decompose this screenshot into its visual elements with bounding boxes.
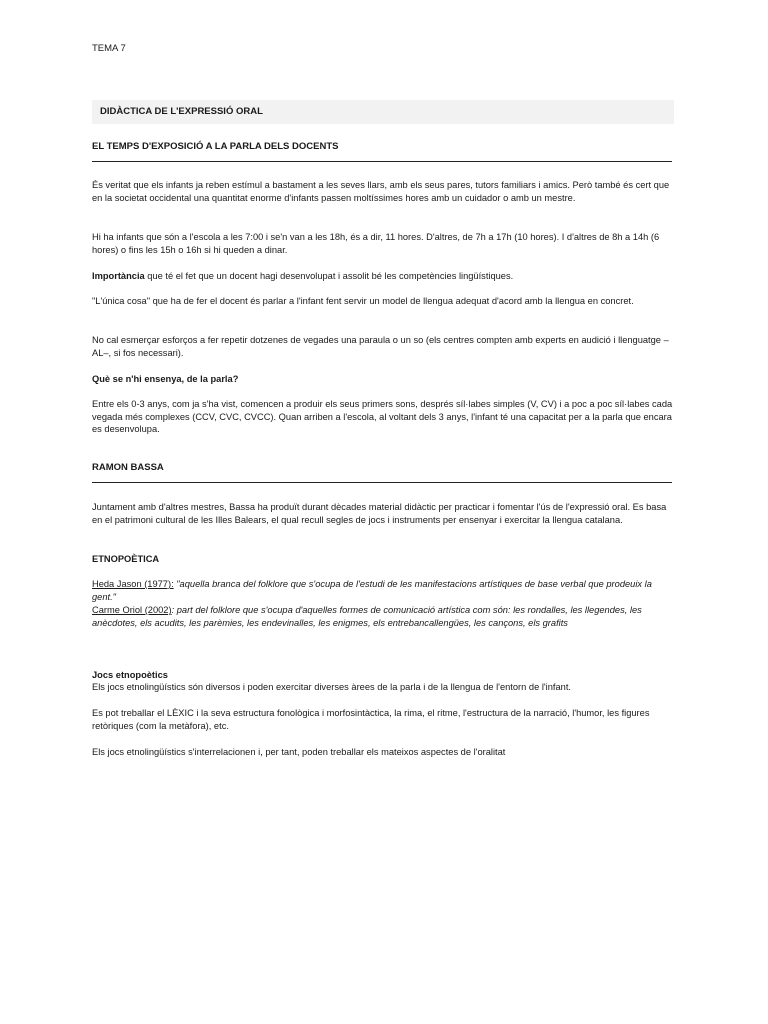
reference-author: Carme Oriol (2002) [92, 605, 172, 615]
section-divider [92, 161, 672, 162]
paragraph: Hi ha infants que són a l'escola a les 7:00 i se'n van a les 18h, és a dir, 11 hores. D'altres, de 7h a 17h (10 hores). I d'altres de 8h a 14h (6 hores) o fins les 15h o 16h si hi queden a dinar. [92, 232, 660, 255]
section-divider [92, 482, 672, 483]
paragraph: Entre els 0-3 anys, com ja s'ha vist, comencen a produir els seus primers sons, després síl·labes simples (V, CV) i a poc a poc síl·labes cada vegada més complexes (CCV, CVC, CVCC). Quan arriben a l'escola, al voltant dels 3 anys, l'infant té una capacitat per a la parla que encara es desenvolupa. [92, 399, 673, 435]
subheading-que-ensenya: Què se n'hi ensenya, de la parla? [92, 374, 239, 384]
reference-heda-jason [92, 578, 674, 603]
reference-quote: "aquella branca del folklore que s'ocupa de l'estudi de les manifestacions artístiques de base verbal que prodeuix la gent." [92, 579, 652, 602]
paragraph: Juntament amb d'altres mestres, Bassa ha produït durant dècades material didàctic per practicar i fomentar l'ús de l'expressió oral. Es basa en el patrimoni cultural de les Illes Balears, el qual recull segles de jocs i instruments per ensenyar i exercitar la llengua catalana. [92, 502, 667, 525]
paragraph: Es pot treballar el LÈXIC i la seva estructura fonològica i morfosintàctica, la rima, el ritme, l'estructura de la narració, l'humor, les figures retòriques (com la metàfora), etc. [92, 708, 650, 731]
section-heading-temps-exposicio: EL TEMPS D'EXPOSICIÓ A LA PARLA DELS DOCENTS [92, 141, 339, 152]
subheading-jocs-etnopoetics: Jocs etnopoètics [92, 670, 168, 680]
document-title-box [92, 100, 674, 124]
paragraph: No cal esmerçar esforços a fer repetir dotzenes de vegades una paraula o un so (els centres compten amb experts en audició i llenguatge –AL–, si fos necessari). [92, 335, 669, 358]
section-heading-ramon-bassa: RAMON BASSA [92, 462, 164, 473]
importancia-label: Importància [92, 271, 145, 281]
paragraph: És veritat que els infants ja reben estímul a bastament a les seves llars, amb els seus pares, tutors familiars i amics. Però també és cert que en la societat occidental una quantitat enorme d'infants passen moltíssimes hores amb un cuidador o amb un mestre. [92, 180, 670, 203]
subheading-etnopoetica: ETNOPOÈTICA [92, 554, 160, 564]
reference-quote: : part del folklore que s'ocupa d'aquelles formes de comunicació artística com són: les rondalles, les llegendes, les anècdotes, els acudits, les parèmies, les endevinalles, les enigmes, els entrebancallengües, les cançons, els grafits [92, 605, 642, 628]
reference-author: Heda Jason (1977): [92, 579, 174, 589]
paragraph: Els jocs etnolingüístics són diversos i poden exercitar diverses àrees de la parla i de la llengua de l'entorn de l'infant. [92, 682, 571, 692]
importancia-text: que té el fet que un docent hagi desenvolupat i assolit bé les competències lingüístiques. [144, 271, 514, 281]
document-title: DIDÀCTICA DE L'EXPRESSIÓ ORAL [100, 106, 263, 117]
page-header-label: TEMA 7 [92, 43, 126, 54]
paragraph-importancia [92, 270, 674, 283]
reference-carme-oriol [92, 604, 674, 629]
paragraph: Els jocs etnolingüístics s'interrelacionen i, per tant, poden treballar els mateixos aspectes de l'oralitat [92, 747, 506, 757]
paragraph: "L'única cosa" que ha de fer el docent és parlar a l'infant fent servir un model de llengua adequat d'acord amb la llengua en concret. [92, 296, 634, 306]
